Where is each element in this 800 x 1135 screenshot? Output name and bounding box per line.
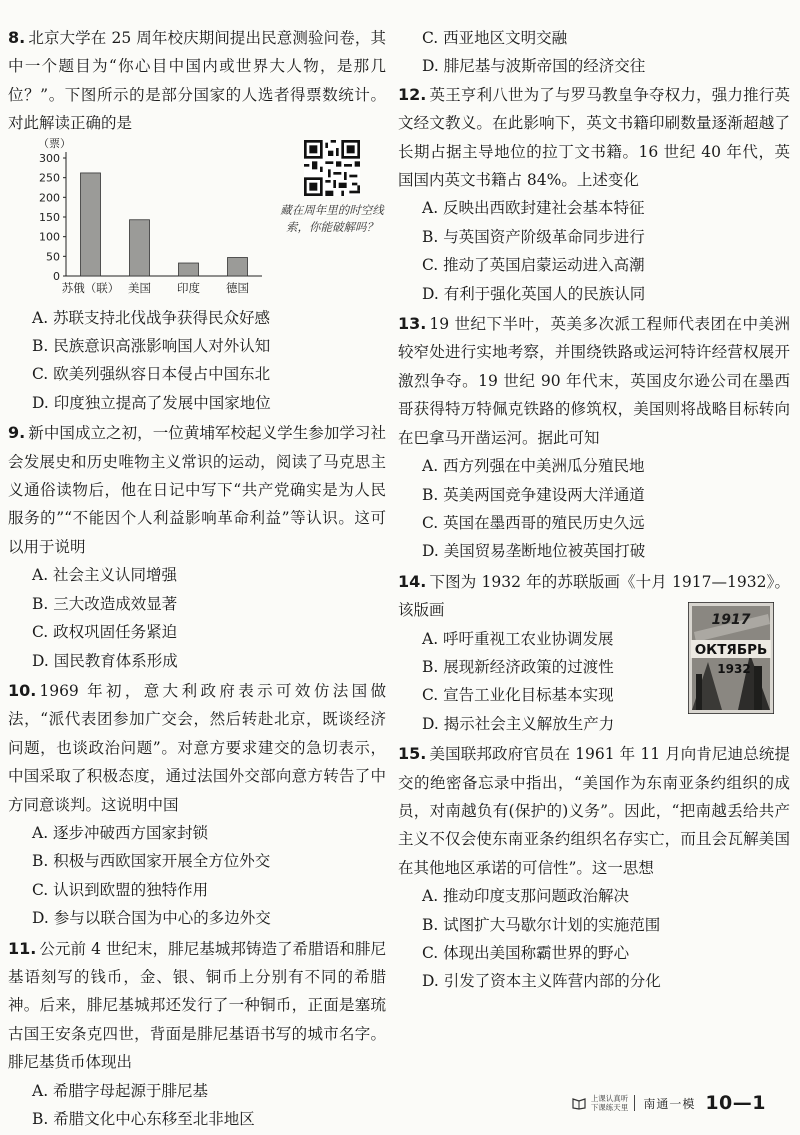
right-column (398, 24, 790, 998)
option-b[interactable]: B. 展现新经济政策的过渡性 (422, 657, 614, 676)
option-a[interactable]: A. 苏联支持北伐战争获得民众好感 (32, 308, 271, 327)
question-stem (8, 677, 386, 819)
x-tick-label: 德国 (226, 280, 249, 295)
page-footer (572, 1092, 766, 1114)
stem-text: 北京大学在 25 周年校庆期间提出民意测验问卷，其中一个题目为“你心目中国内或世界大人物，是那几位？”。下图所示的是部分国家的人选者得票数统计。对此解读正确的是 (8, 29, 386, 133)
x-tick-label: 印度 (177, 280, 200, 295)
stem-text: 美国联邦政府官员在 1961 年 11 月向肯尼迪总统提交的绝密备忘录中指出，“美国作为东南亚条约组织的成员，对南越负有(保护的)义务”。因此，“把南越丢给共产主义不仅会使东南亚条约组织名存实亡，而且会瓦解美国在其他地区承诺的可信性”。这一思想 (398, 745, 790, 877)
question-11 (8, 935, 386, 1134)
question-15 (398, 740, 790, 996)
slogan-line-2: 下课练天里 (590, 1103, 629, 1112)
question-number: 13. (398, 314, 427, 334)
option-c[interactable]: C. 推动了英国启蒙运动进入高潮 (422, 256, 645, 275)
option-b[interactable]: B. 三大改造成效显著 (32, 594, 178, 613)
slogan-line-1: 上课认真听 (590, 1094, 629, 1103)
question-number: 14. (398, 571, 427, 591)
option-c[interactable]: C. 认识到欧盟的独特作用 (32, 880, 209, 899)
question-stem (398, 740, 790, 882)
option-c[interactable]: C. 欧美列强纵容日本侵占中国东北 (32, 365, 271, 384)
y-tick-label: 100 (39, 230, 60, 244)
option-d[interactable]: D. 引发了资本主义阵营内部的分化 (422, 972, 661, 991)
y-tick-label: 300 (39, 151, 60, 165)
option-b[interactable]: B. 与英国资产阶级革命同步进行 (422, 227, 645, 246)
y-tick-label: 150 (39, 210, 60, 224)
option-c[interactable]: C. 西亚地区文明交融 (422, 29, 568, 47)
question-number: 10. (8, 680, 37, 700)
qr-code-icon[interactable] (304, 140, 360, 196)
option-d[interactable]: D. 美国贸易垄断地位被英国打破 (422, 542, 646, 561)
option-b[interactable]: B. 积极与西欧国家开展全方位外交 (32, 852, 271, 871)
exam-name: 南通一模 (643, 1096, 696, 1111)
poster-title: ОКТЯБРЬ (694, 641, 768, 658)
option-b[interactable]: B. 民族意识高涨影响国人对外认知 (32, 337, 271, 356)
option-c[interactable]: C. 体现出美国称霸世界的野心 (422, 944, 630, 962)
option-a[interactable]: A. 社会主义认同增强 (32, 566, 178, 585)
option-a[interactable]: A. 希腊字母起源于腓尼基 (32, 1081, 209, 1100)
question-stem (398, 310, 790, 452)
option-d[interactable]: D. 腓尼基与波斯帝国的经济交往 (422, 57, 646, 76)
question-number: 15. (398, 744, 427, 764)
left-column (8, 24, 386, 1135)
book-logo-icon (572, 1096, 586, 1110)
option-c[interactable]: C. 英国在墨西哥的殖民历史久远 (422, 513, 645, 532)
y-tick-label: 200 (39, 190, 60, 204)
page-number: 10—1 (705, 1092, 766, 1114)
chart-area (8, 138, 386, 304)
question-stem (8, 935, 386, 1077)
question-11-continued (398, 24, 790, 81)
bar (81, 173, 101, 276)
option-a[interactable]: A. 反映出西欧封建社会基本特征 (422, 199, 645, 218)
option-a[interactable]: A. 西方列强在中美洲瓜分殖民地 (422, 457, 645, 476)
question-14 (398, 568, 790, 738)
option-d[interactable]: D. 国民教育体系形成 (32, 651, 178, 670)
question-8 (8, 24, 386, 417)
question-10 (8, 677, 386, 933)
option-d[interactable]: D. 有利于强化英国人的民族认同 (422, 284, 646, 303)
vote-bar-chart (8, 138, 268, 304)
stem-text: 英王亨利八世为了与罗马教皇争夺权力，强力推行英文经文教义。在此影响下，英文书籍印刷数量逐渐超越了长期占据主导地位的拉丁文书籍。16 世纪 40 年代，英国国内英文书籍占 84%。上述变化 (398, 85, 790, 190)
question-number: 12. (398, 84, 427, 104)
stem-text: 19 世纪下半叶，英美多次派工程师代表团在中美洲较窄处进行实地考察，并围绕铁路或运河特许经营权展开激烈争夺。19 世纪 90 年代末，英国皮尔逊公司在墨西哥获得特万特佩克铁路的修筑权，美国则将战略目标转向在巴拿马开凿运河。据此可知 (398, 315, 790, 447)
bar (228, 257, 248, 275)
y-axis-label: （票） (38, 137, 71, 150)
stem-text: 下图为 1932 年的苏联版画《十月 1917—1932》。该版画 (398, 572, 790, 620)
footer-divider (634, 1095, 635, 1111)
option-a[interactable]: A. 呼吁重视工农业协调发展 (422, 629, 614, 648)
bar (130, 219, 150, 275)
option-b[interactable]: B. 英美两国竞争建设两大洋通道 (422, 485, 645, 504)
question-number: 11. (8, 938, 37, 958)
question-12 (398, 81, 790, 308)
option-a[interactable]: A. 逐步冲破西方国家封锁 (32, 823, 209, 842)
question-13 (398, 310, 790, 566)
question-stem (398, 81, 790, 195)
y-tick-label: 50 (46, 249, 60, 263)
bar (179, 263, 199, 276)
option-c[interactable]: C. 宣告工业化目标基本实现 (422, 686, 614, 705)
option-b[interactable]: B. 试图扩大马歇尔计划的实施范围 (422, 915, 661, 934)
question-9 (8, 419, 386, 675)
qr-caption: 藏在周年里的时空线索，你能破解吗？ (280, 202, 384, 234)
y-tick-label: 0 (53, 269, 60, 283)
question-stem (8, 24, 386, 138)
options (8, 304, 386, 418)
stem-text: 公元前 4 世纪末，腓尼基城邦铸造了希腊语和腓尼基语刻写的钱币，金、银、铜币上分别有不同的希腊神。后来，腓尼基城邦还发行了一种铜币，正面是塞琉古国王安条克四世，背面是腓尼基语书写的城市名字。腓尼基货币体现出 (8, 939, 386, 1072)
question-number: 8. (8, 28, 26, 47)
poster-year-text: 1932 (717, 661, 751, 676)
stem-text: 1969 年初，意大利政府表示可效仿法国做法，“派代表团参加广交会，然后转赴北京，既谈经济问题，也谈政治问题”。对意方要求建交的急切表示，中国采取了积极态度，通过法国外交部向意方转告了中方同意谈判。这说明中国 (8, 681, 386, 814)
footer-slogan (591, 1094, 629, 1112)
option-b[interactable]: B. 希腊文化中心东移至北非地区 (32, 1110, 255, 1128)
option-d[interactable]: D. 参与以联合国为中心的多边外交 (32, 909, 271, 928)
option-d[interactable]: D. 揭示社会主义解放生产力 (422, 714, 615, 733)
option-d[interactable]: D. 印度独立提高了发展中国家地位 (32, 393, 271, 412)
question-number: 9. (8, 423, 26, 443)
question-stem (8, 419, 386, 561)
x-tick-label: 苏俄（联） (61, 280, 120, 295)
x-tick-label: 美国 (128, 280, 151, 295)
soviet-poster-image (688, 602, 774, 714)
stem-text: 新中国成立之初，一位黄埔军校起义学生参加学习社会发展史和历史唯物主义常识的运动，阅读了马克思主义通俗读物后，他在日记中写下“共产党确实是为人民服务的”“不能因个人利益影响革命利益”等认识。这可以用于说明 (8, 424, 386, 556)
qr-block (280, 140, 384, 236)
y-tick-label: 250 (39, 171, 60, 185)
poster-top-text: 1917 (711, 611, 751, 628)
option-c[interactable]: C. 政权巩固任务紧迫 (32, 623, 178, 642)
option-a[interactable]: A. 推动印度支那问题政治解决 (422, 887, 630, 906)
